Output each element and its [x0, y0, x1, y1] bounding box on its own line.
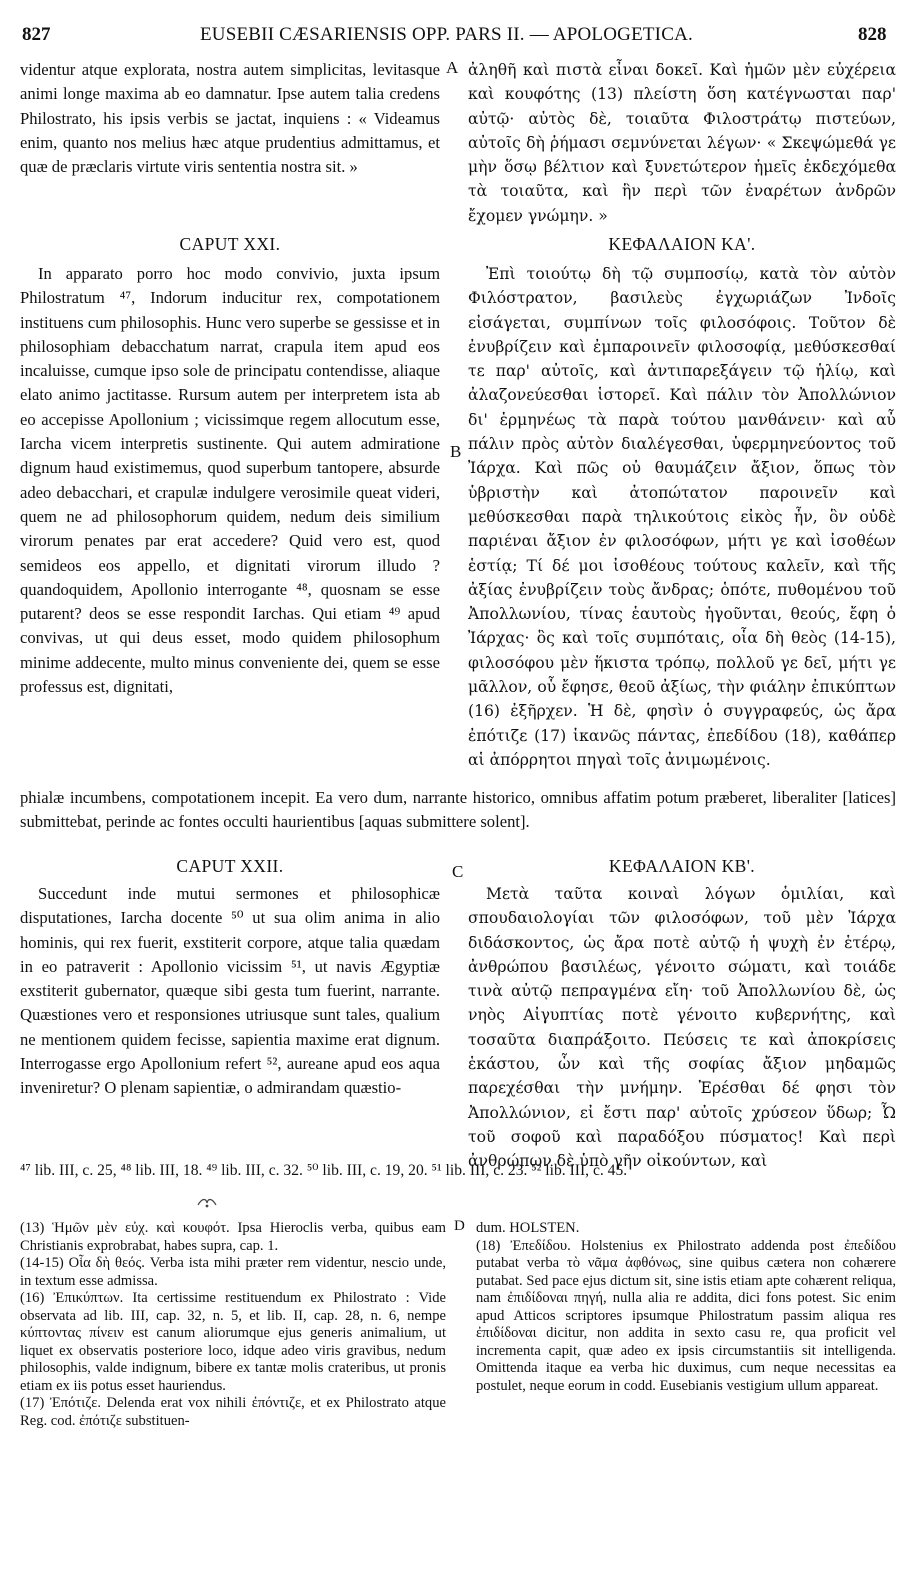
note-13: (13) Ἡμῶν μὲν εὐχ. καὶ κουφότ. Ipsa Hieroclis verba, quibus eam Christianis exprobrabat, habes supra, cap. 1. — [20, 1220, 446, 1254]
greek-intro-paragraph: ἀληθῆ καὶ πιστὰ εἶναι δοκεῖ. Καὶ ἡμῶν μὲν εὐχέρεια καὶ κουφότης (13) πλείστη ὅση κατέγνωσται παρ' αὐτῷ· αὐτὸς δὲ, τοιαῦτα Φιλοστράτῳ πιστεύων, αὐτοῖς δὴ ῥήμασι σεμνύνεται λέγων· « Σκεψώμεθά γε μὴν ὅσῳ βέλτιον καὶ ξυνετώτερον ἡμεῖς ἐκδεχόμεθα τὰ τοιαῦτα, καὶ ἣν περὶ τῶν ἐναρέτων ἀνδρῶν ἔχομεν γνώμην. » — [468, 61, 896, 225]
latin-intro-paragraph: videntur atque explorata, nostra autem simplicitas, levitasque animi longe maxima ab eo damnatur. Ipse autem talia credens Philostrato, his ipsis verbis se jactat, inquiens : « Videamus enim, quanto nos melius hæc atque prudentius admittamus, et quæ de præclaris virtute viris sententia nostra sit. » — [20, 60, 440, 177]
caput-xxii-heading: CAPUT XXII. — [176, 856, 284, 876]
kephalaion-ka-heading: ΚΕΦΑΛΑΙΟΝ ΚΑ'. — [608, 234, 756, 254]
running-title: EUSEBII CÆSARIENSIS OPP. PARS II. — APOLOGETICA. — [200, 24, 693, 45]
kephalaion-kb-heading: ΚΕΦΑΛΑΙΟΝ ΚΒ'. — [608, 856, 756, 876]
caput-xxi-latin-text: In apparato porro hoc modo convivio, juxta ipsum Philostratum ⁴⁷, Indorum inducitur rex, compotationem instituens cum philosophis. Hunc vero superbe se gessisse et in philosophiam debacchatum narrat, crapula item apud eos incaluisse, cumque ipso sole de principatu contendisse, aliaque elato animo jactitasse. Rursum autem per interpretem ista ab eo accepisse Apollonium ; vicissimque regem allocutum esse, Iarcha vicem interpretis sustinente. Qui autem admiratione dignum haud existimemus, quod superbum tantopere, absurde adeo debacchari, et crapulæ indulgere verosimile queat videri, quem ne ad philosophorum quidem, nedum deis similium virorum penates par erat accedere? Quid vero est, quod semideos eos appello, et dignitati virorum illudo ? quandoquidem, Apollonio interrogante ⁴⁸, quosnam se esse putarent? deos se esse respondit Iarchas. Qui etiam ⁴⁹ apud convivas, ut qui deus esset, modo quidem philosophum minime addecente, multo minus conveniente dei, quem se esse professus est, dignitati, — [20, 264, 440, 697]
left-page-number: 827 — [22, 24, 51, 45]
caput-xxi-heading: CAPUT XXI. — [179, 234, 281, 254]
printer-ornament — [196, 1196, 218, 1210]
caput-xxi-greek-text: Ἐπὶ τοιούτῳ δὴ τῷ συμποσίῳ, κατὰ τὸν αὐτὸν Φιλόστρατον, βασιλεὺς ἐγχωριάζων Ἰνδοῖς εἰσάγεται, συμπίνων τοῖς φιλοσόφοις. Τοῦτον δὲ ἐνυβρίζειν καὶ ἐμπαροινεῖν φιλοσοφίᾳ, μεθύσκεσθαί τε παρ' αὐτοῖς, καὶ ἀντιπαρεξάγειν τῷ ἡλίῳ, καὶ ἀλαζονεύεσθαι ἱστορεῖ. Καὶ πάλιν τὸν Ἀπολλώνιον δι' ἑρμηνέως τὰ παρὰ τούτου μανθάνειν· καὶ αὖ πάλιν πρὸς αὐτὸν διαλέγεσθαι, ὑφερμηνεύοντος τοῦ Ἰάρχα. Καὶ πῶς οὐ θαυμάζειν ἄξιον, ὅπως τὸν ὑβριστὴν καὶ ἀτοπώτατον παροινεῖν καὶ μεθύσκεσθαι παρὰ τηλικούτοις εἰκὸς ἦν, ὃν οὐδὲ παριέναι ἄξιον ἐν φιλοσόφων, μήτι γε καὶ ἰσοθέων ἑστίᾳ; Τί δέ μοι ἰσοθέους τούτους καλεῖν, καὶ τῆς ἀξίας ἐνυβρίζειν τοὺς ἄνδρας; ὁπότε, πυθομένου τοῦ Ἀπολλωνίου, τίνας ἑαυτοὺς ἡγοῦνται, θεούς, ἔφη ὁ Ἰάρχας· ὃς καὶ τοῖς συμπόταις, οἷα δὴ θεὸς (14-15), φιλοσόφου μὲν ἥκιστα τρόπῳ, πολλοῦ γε δεῖ, μήτι γε μᾶλλον, οὗ ἔφησε, θεοῦ ἀξίως, τὴν φιάλην ἐπικύπτων (16) ἐξῆρχεν. Ἡ δὲ, φησὶν ὁ συγγραφεύς, ὡς ἄρα ἐπότιζε (17) ἱκανῶς πάντας, ἐπεδίδου (18), καθάπερ αἱ ἀπόρρητοι πηγαὶ τοῖς ἀνιμωμένοις. — [468, 265, 896, 769]
note-17-continuation: dum. HOLSTEN. — [476, 1220, 580, 1236]
right-page-number: 828 — [858, 24, 887, 45]
section-marker-b: B — [450, 442, 462, 461]
source-references: ⁴⁷ lib. III, c. 25, ⁴⁸ lib. III, 18. ⁴⁹ lib. III, c. 32. ⁵⁰ lib. III, c. 19, 20. ⁵¹ lib. III, c. 23. ⁵² lib. III, c. 45. — [20, 1162, 628, 1179]
notes-left-column — [20, 1220, 446, 1430]
caput-xxi-latin-continuation: phialæ incumbens, compotationem incepit. Ea vero dum, narrante historico, omnibus affatim potum præberet, liberaliter [latices] submittebat, perinde ac fontes occulti haurientibus [aquas submittere solent]. — [20, 788, 896, 832]
note-16: (16) Ἐπικύπτων. Ita certissime restituendum ex Philostrato : Vide observata ad lib. III, cap. 32, n. 5, et lib. II, cap. 28, n. 6, nempe κύπτοντας πίνειν est canum aliorumque ejus generis animalium, ut liquet ex observatis posteriore loco, idque adeo viris gravibus, nedum philosophis, valde indignum, bibere ex tantæ molis crateribus, ut pronis etiam ex iis potus esset hauriendus. — [20, 1290, 446, 1394]
caput-xxii-latin-text: Succedunt inde mutui sermones et philosophicæ disputationes, Iarcha docente ⁵⁰ ut sua olim anima in alio hominis, qui rex fuerit, exstiterit corpore, atque talia quædam in eo patraverit : Apollonio vicissim ⁵¹, ut navis Ægyptiæ exstiterit gubernator, quæque sibi gesta tum fuerint, narrante. Quæstiones vero et responsiones utriusque sunt tales, qualium ne mentionem quidem fecisse, sapientia maxime erat dignum. Interrogasse ergo Apollonium refert ⁵², aureane apud eos aqua inveniretur? O plenam sapientiæ, o admirandam quæstio- — [20, 884, 440, 1098]
section-marker-a: A — [446, 58, 459, 77]
section-marker-c: C — [452, 862, 464, 881]
note-14-15: (14-15) Οἷα δὴ θεός. Verba ista mihi præter rem videntur, nescio unde, in textum esse admissa. — [20, 1255, 446, 1289]
note-18: (18) Ἐπεδίδου. Holstenius ex Philostrato addenda post ἐπεδίδου putabat verba τὸ νᾶμα ἀφθόνως, sine quibus cætera non cohærere putabat. Sed pace ejus dictum sit, sine istis etiam apte cohærent reliqua, nam ἐπιδίδοναι πηγή, nulla alia re addita, dici fons potest. Sic enim apud Atticos scriptores ipsumque Philostratum passim aliqua res ἐπιδίδοναι dicitur, non addita in sexto casu re, qua proficit vel incrementa capit, quæ adeo ex ipsis circumstantiis sit intelligenda. Omittenda itaque ea verba hic duximus, cum neque necessitas ea postulet, neque eorum in codd. Eusebianis vestigium ullum appareat. — [476, 1237, 896, 1394]
note-17: (17) Ἐπότιζε. Delenda erat vox nihili ἐπόντιζε, et ex Philostrato atque Reg. cod. ἐπότιζε substituen- — [20, 1395, 446, 1429]
notes-right-column — [476, 1220, 896, 1395]
section-marker-d: D — [454, 1218, 465, 1234]
caput-xxii-greek-text: Μετὰ ταῦτα κοιναὶ λόγων ὁμιλίαι, καὶ σπουδαιολογίαι τῶν φιλοσόφων, τοῦ μὲν Ἰάρχα διδάσκοντος, ὡς ἄρα ποτὲ αὐτῷ ἡ ψυχὴ ἐν ἑτέρῳ, ἀνθρώπου βασιλέως, γένοιτο σώματι, καὶ τοιάδε τινὰ αὐτῷ πεπραγμένα εἴη· τοῦ Ἀπολλωνίου δὲ, ὡς νηὸς Αἰγυπτίας ποτὲ γένοιτο κυβερνήτης, καὶ τοσαῦτα διαπράξοιτο. Πεύσεις τε καὶ ἀποκρίσεις ἑκάστου, ὧν καὶ τῆς σοφίας ἄξιον μηδαμῶς παρεχέσθαι τὴν μνήμην. Ἐρέσθαι δέ φησι τὸν Ἀπολλώνιον, εἰ ἔστι παρ' αὐτοῖς χρύσεον ὕδωρ; Ὦ τοῦ σοφοῦ καὶ παραδόξου πύσματος! Καὶ περὶ ἀνθρώπων δὲ ὑπὸ γῆν οἰκούντων, καὶ — [468, 885, 896, 1171]
